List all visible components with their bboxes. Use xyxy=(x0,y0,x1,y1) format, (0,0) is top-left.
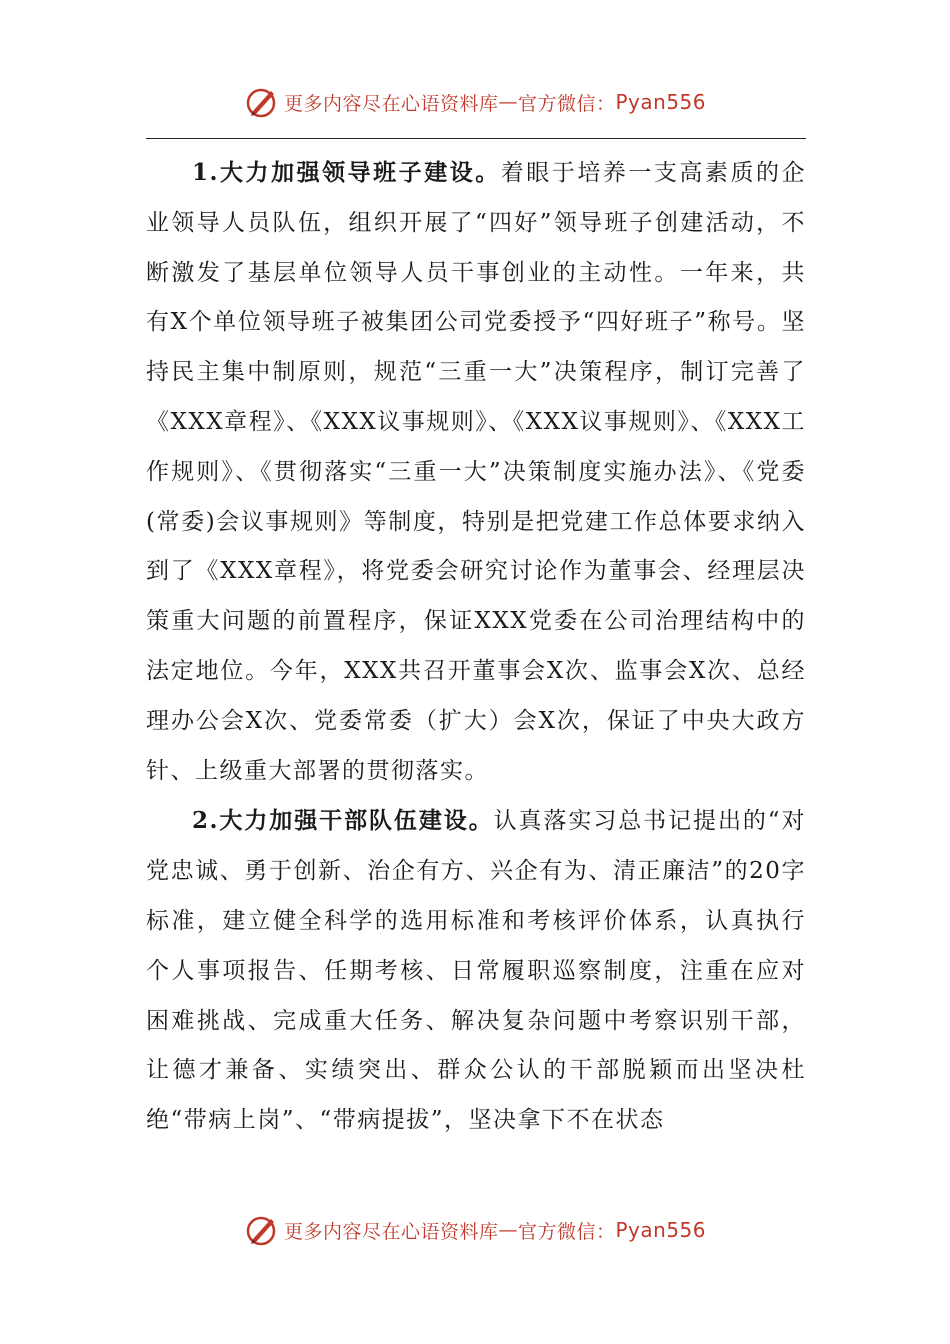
paragraph-1-heading: 1.大力加强领导班子建设。 xyxy=(192,159,501,186)
watermark-contact-label: 官方微信： xyxy=(517,1220,616,1243)
header-divider xyxy=(146,138,806,139)
watermark-brand: 更多内容尽在心语资料库 xyxy=(283,1220,499,1243)
watermark-dash: — xyxy=(498,1219,518,1241)
header-watermark xyxy=(0,84,950,120)
footer-watermark xyxy=(0,1212,950,1248)
pen-circle-logo-icon xyxy=(244,84,280,120)
paragraph-1-text: 着眼于培养一支高素质的企业领导人员队伍，组织开展了“四好”领导班子创建活动，不断激发了基层单位领导人员干事创业的主动性。一年来，共有X个单位领导班子被集团公司党委授予“四好班子”称号。坚持民主集中制原则，规范“三重一大”决策程序，制订完善了《XXX章程》、《XXX议事规则》、《XXX议事规则》、《XXX工作规则》、《贯彻落实“三重一大”决策制度实施办法》、《党委(常委)会议事规则》等制度，特别是把党建工作总体要求纳入到了《XXX章程》，将党委会研究讨论作为董事会、经理层决策重大问题的前置程序，保证XXX党委在公司治理结构中的法定地位。今年，XXX共召开董事会X次、监事会X次、总经理办公会X次、党委常委（扩大）会X次，保证了中央大政方针、上级重大部署的贯彻落实。 xyxy=(146,160,807,784)
paragraph-2 xyxy=(146,796,806,1146)
watermark-contact-id: Pyan556 xyxy=(615,1218,707,1242)
watermark-contact-id: Pyan556 xyxy=(615,90,707,114)
watermark-dash: — xyxy=(498,91,518,113)
document-body xyxy=(146,148,806,1146)
paragraph-1 xyxy=(146,148,806,796)
watermark-brand: 更多内容尽在心语资料库 xyxy=(283,92,499,115)
paragraph-2-heading: 2.大力加强干部队伍建设。 xyxy=(192,807,494,835)
pen-circle-logo-icon xyxy=(244,1212,280,1248)
watermark-contact-label: 官方微信： xyxy=(517,92,616,115)
paragraph-2-text: 认真落实习总书记提出的“对党忠诚、勇于创新、治企有方、兴企有为、清正廉洁”的20字标准，建立健全科学的选用标准和考核评价体系，认真执行个人事项报告、任期考核、日常履职巡察制度，注重在应对困难挑战、完成重大任务、解决复杂问题中考察识别干部，让德才兼备、实绩突出、群众公认的干部脱颖而出坚决杜绝“带病上岗”、“带病提拔”，坚决拿下不在状态 xyxy=(146,808,806,1134)
